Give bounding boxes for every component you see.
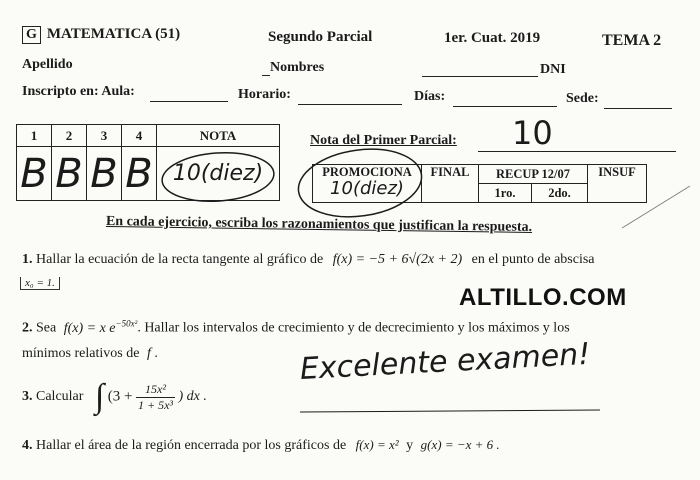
- group-box: G: [22, 26, 41, 44]
- question-3-number: 3.: [22, 389, 33, 405]
- inscripto-label: Inscripto en: Aula:: [22, 84, 135, 99]
- question-3-integral-sign: ∫: [94, 378, 105, 415]
- question-3-close: ) dx .: [178, 389, 207, 404]
- question-4-text-a: Hallar el área de la región encerrada por los gráficos de: [36, 438, 347, 453]
- apellido-label: Apellido: [22, 57, 73, 72]
- question-2-formula-exp: −50x²: [115, 318, 138, 328]
- question-2-formula: [63, 318, 138, 336]
- question-3-fraction: [136, 382, 175, 413]
- question-4-g: g(x) = −x + 6 .: [420, 437, 500, 452]
- question-1: [22, 252, 595, 268]
- dni-label: DNI: [540, 62, 566, 77]
- question-3-open: (3 +: [107, 388, 133, 405]
- question-2: [22, 318, 570, 337]
- dias-label: Días:: [414, 89, 446, 104]
- course-title: MATEMATICA (51): [46, 26, 181, 42]
- promocion-value: 10(diez): [330, 178, 404, 199]
- question-1-text-b: en el punto de abscisa: [471, 252, 595, 267]
- question-2-text-a: Sea: [36, 320, 57, 336]
- question-3-denominator: 1 + 5x³: [137, 397, 173, 412]
- question-2-fname: f: [146, 346, 151, 361]
- question-2-text-c: mínimos relativos de: [22, 346, 140, 361]
- promocion-circle: [294, 142, 426, 225]
- horario-label: Horario:: [238, 87, 291, 102]
- question-2-number: 2.: [22, 320, 33, 336]
- comment-underline: [300, 410, 600, 412]
- final-cell: FINAL: [422, 165, 479, 203]
- watermark-logo: ALTILLO.COM: [459, 284, 627, 311]
- question-4-number: 4.: [22, 438, 33, 453]
- grade-col-1: 1: [17, 125, 52, 147]
- first-partial-value: 10: [512, 114, 553, 152]
- recup-1-cell: 1ro.: [479, 184, 532, 203]
- first-partial-label: Nota del Primer Parcial:: [310, 133, 457, 148]
- question-2-line-2: [22, 346, 158, 362]
- grade-nota-value: 10(diez): [157, 147, 280, 201]
- question-2-formula-base: f(x) = x e: [63, 320, 116, 336]
- question-1-formula: f(x) = −5 + 6√(2x + 2): [332, 252, 463, 267]
- grade-col-4: 4: [122, 125, 157, 147]
- recup-cell: RECUP 12/07: [479, 165, 588, 184]
- promocion-label: PROMOCIONA: [322, 165, 412, 179]
- exam-term: 1er. Cuat. 2019: [444, 30, 541, 46]
- question-1-point: x₀ = 1.: [20, 277, 60, 290]
- nota-circle: [160, 149, 275, 205]
- question-1-number: 1.: [22, 252, 33, 267]
- grade-col-nota: NOTA: [157, 125, 280, 147]
- exam-name: Segundo Parcial: [268, 29, 373, 45]
- grade-value-2: B: [52, 147, 87, 201]
- grade-col-3: 3: [87, 125, 122, 147]
- margin-stroke: [622, 186, 690, 228]
- grade-value-4: B: [122, 147, 157, 201]
- question-3-text-a: Calcular: [36, 389, 84, 405]
- nombres-label: Nombres: [270, 60, 325, 75]
- instruction-text: En cada ejercicio, escriba los razonamientos que justifican la respuesta.: [105, 214, 533, 235]
- handwritten-comment: Excelente examen!: [299, 336, 592, 387]
- question-4: [22, 437, 500, 454]
- question-2-text-b: . Hallar los intervalos de crecimiento y de decrecimiento y los máximos y los: [137, 320, 570, 336]
- question-4-f: f(x) = x²: [355, 437, 399, 452]
- question-1-text-a: Hallar la ecuación de la recta tangente al gráfico de: [36, 252, 324, 267]
- sede-label: Sede:: [566, 91, 599, 106]
- question-4-and: y: [406, 438, 414, 453]
- question-3-numerator: 15x²: [136, 382, 175, 398]
- recup-2-cell: 2do.: [532, 184, 588, 203]
- grade-value-1: B: [17, 147, 52, 201]
- question-2-end: .: [154, 346, 158, 361]
- grade-col-2: 2: [52, 125, 87, 147]
- exam-tema: TEMA 2: [602, 32, 662, 49]
- insuf-cell: INSUF: [588, 165, 647, 203]
- question-3: [22, 378, 207, 416]
- grade-value-3: B: [87, 147, 122, 201]
